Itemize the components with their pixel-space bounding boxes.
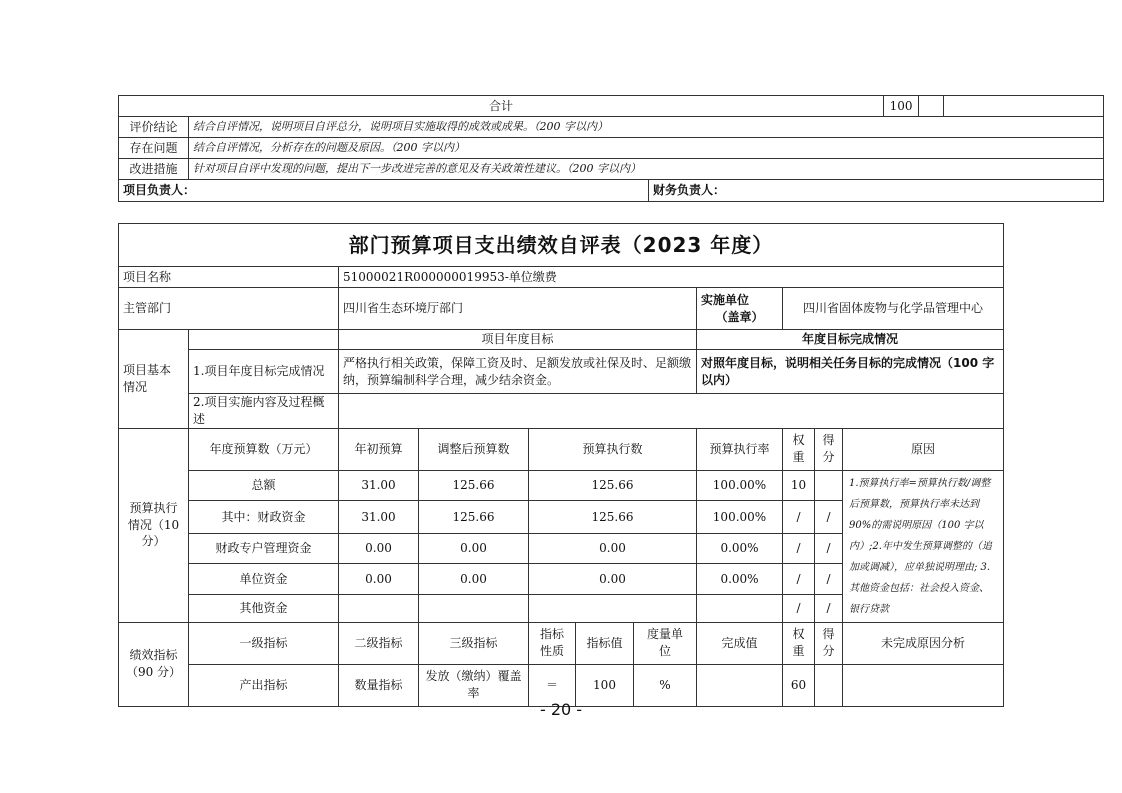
total-label: 合计 [119, 96, 884, 117]
perf-header-value: 指标值 [576, 622, 634, 664]
budget-row-label: 单位资金 [189, 564, 339, 595]
budget-header-weight: 权 重 [783, 428, 815, 470]
perf-header-level1: 一级指标 [189, 622, 339, 664]
budget-header-rate: 预算执行率 [697, 428, 783, 470]
budget-row-initial [339, 595, 419, 622]
completion-header: 年度目标完成情况 [697, 330, 1004, 350]
total-value: 100 [884, 96, 919, 117]
total-blank-cell [944, 96, 1104, 117]
budget-row-initial: 31.00 [339, 501, 419, 533]
budget-header-score: 得 分 [815, 428, 843, 470]
budget-row-score: / [815, 533, 843, 564]
budget-row-label: 财政专户管理资金 [189, 533, 339, 564]
dept-label: 主管部门 [119, 288, 339, 330]
budget-row-rate: 0.00% [697, 533, 783, 564]
budget-section-label: 预算执行 情况（10 分） [119, 428, 189, 622]
perf-row-nature: ＝ [529, 664, 576, 706]
dept-value: 四川省生态环境厅部门 [339, 288, 697, 330]
budget-row-adjusted: 125.66 [419, 470, 529, 501]
problems-label: 存在问题 [119, 138, 189, 159]
budget-row-initial: 0.00 [339, 564, 419, 595]
perf-header-score: 得 分 [815, 622, 843, 664]
perf-header-nature: 指标 性质 [529, 622, 576, 664]
budget-row-executed: 0.00 [529, 533, 697, 564]
impl-unit-value: 四川省固体废物与化学品管理中心 [783, 288, 1004, 330]
budget-row-weight: / [783, 564, 815, 595]
budget-header-adjusted: 调整后预算数 [419, 428, 529, 470]
budget-row-rate [697, 595, 783, 622]
impl-content-label: 2.项目实施内容及过程概述 [189, 394, 339, 429]
perf-row-level1: 产出指标 [189, 664, 339, 706]
perf-row-weight: 60 [783, 664, 815, 706]
budget-row-executed: 0.00 [529, 564, 697, 595]
budget-row-score: / [815, 564, 843, 595]
budget-row-executed: 125.66 [529, 470, 697, 501]
perf-header-analysis: 未完成原因分析 [843, 622, 1004, 664]
budget-row-score [815, 470, 843, 501]
budget-row-adjusted [419, 595, 529, 622]
budget-row-score: / [815, 501, 843, 533]
perf-header-done: 完成值 [697, 622, 783, 664]
perf-header-weight: 权 重 [783, 622, 815, 664]
budget-row-adjusted: 0.00 [419, 564, 529, 595]
finance-leader-label: 财务负责人： [649, 180, 1104, 202]
budget-row-executed: 125.66 [529, 501, 697, 533]
budget-header-annual: 年度预算数（万元） [189, 428, 339, 470]
budget-row-adjusted: 125.66 [419, 501, 529, 533]
budget-header-executed: 预算执行数 [529, 428, 697, 470]
impl-unit-label: 实施单位 （盖章） [697, 288, 783, 330]
project-leader-label: 项目负责人： [119, 180, 649, 202]
perf-header-level3: 三级指标 [419, 622, 529, 664]
reason-note: 1.预算执行率=预算执行数/调整后预算数，预算执行率未达到 90%的需说明原因（100 字以内）;2.年中发生预算调整的（追加或调减），应单独说明理由; 3.其他资金包括：社会投入资金、银行贷款 [843, 470, 1004, 622]
improve-text: 针对项目自评中发现的问题，提出下一步改进完善的意见及有关政策性建议。（200 字以内） [189, 159, 1104, 180]
perf-header-level2: 二级指标 [339, 622, 419, 664]
conclusion-label: 评价结论 [119, 117, 189, 138]
budget-row-rate: 100.00% [697, 470, 783, 501]
self-evaluation-form [118, 223, 1004, 707]
budget-row [119, 470, 1004, 501]
total-score-cell [919, 96, 944, 117]
completion-text: 对照年度目标，说明相关任务目标的完成情况（100 字以内） [697, 350, 1004, 394]
conclusion-text: 结合自评情况，说明项目自评总分，说明项目实施取得的成效或成果。（200 字以内） [189, 117, 1104, 138]
budget-row-label: 其中：财政资金 [189, 501, 339, 533]
project-name-label: 项目名称 [119, 267, 339, 288]
budget-row-weight: / [783, 501, 815, 533]
basic-info-label: 项目基本 情况 [119, 330, 189, 429]
problems-text: 结合自评情况，分析存在的问题及原因。（200 字以内） [189, 138, 1104, 159]
budget-row-label: 其他资金 [189, 595, 339, 622]
summary-table [118, 95, 1104, 202]
budget-row-adjusted: 0.00 [419, 533, 529, 564]
perf-row-value: 100 [576, 664, 634, 706]
budget-row-weight: / [783, 533, 815, 564]
budget-row-rate: 0.00% [697, 564, 783, 595]
budget-row-initial: 31.00 [339, 470, 419, 501]
impl-content-value [339, 394, 1004, 429]
budget-row-rate: 100.00% [697, 501, 783, 533]
goal-item-label: 1.项目年度目标完成情况 [189, 350, 339, 394]
page-number: - 20 - [539, 700, 583, 719]
budget-row-initial: 0.00 [339, 533, 419, 564]
budget-row-weight: 10 [783, 470, 815, 501]
perf-row-level3: 发放（缴纳）覆盖 率 [419, 664, 529, 706]
basic-blank-cell [189, 330, 339, 350]
project-name-value: 51000021R000000019953-单位缴费 [339, 267, 1004, 288]
improve-label: 改进措施 [119, 159, 189, 180]
budget-header-reason: 原因 [843, 428, 1004, 470]
budget-header-initial: 年初预算 [339, 428, 419, 470]
form-title: 部门预算项目支出绩效自评表（2023 年度） [119, 224, 1004, 267]
budget-row-executed [529, 595, 697, 622]
perf-row-unit: % [634, 664, 697, 706]
perf-row-level2: 数量指标 [339, 664, 419, 706]
perf-header-unit: 度量单 位 [634, 622, 697, 664]
budget-row-weight: / [783, 595, 815, 622]
budget-row-label: 总额 [189, 470, 339, 501]
annual-goal-header: 项目年度目标 [339, 330, 697, 350]
perf-section-label: 绩效指标 （90 分） [119, 622, 189, 706]
goal-text: 严格执行相关政策，保障工资及时、足额发放或社保及时、足额缴纳，预算编制科学合理，减少结余资金。 [339, 350, 697, 394]
budget-row-score: / [815, 595, 843, 622]
